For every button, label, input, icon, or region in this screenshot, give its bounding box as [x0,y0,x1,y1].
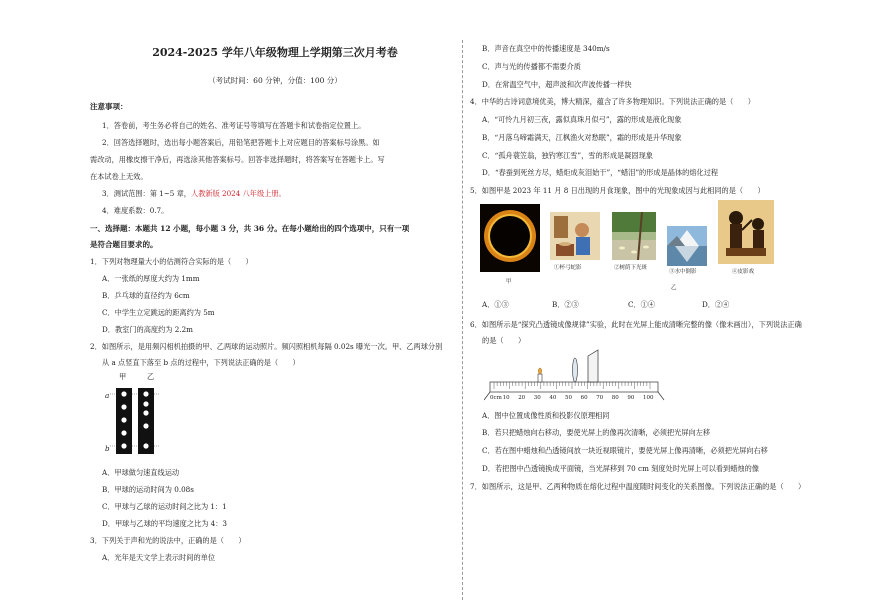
ruler-tick-label: 30 [533,395,541,401]
q5-caption-4: ④皮影戏 [732,269,755,275]
q2-option-d: D．甲球与乙球的平均速度之比为 4：3 [102,519,228,528]
ruler-tick-label: 70 [596,395,604,401]
reflection-image [667,226,707,266]
note-3-text: 3．测试范围：第 1~5 章， [102,189,191,198]
ruler-tick-label: 0cm [490,395,502,401]
section-1-heading-a: 一、选择题：本题共 12 小题，每小题 3 分，共 36 分。在每小题给出的四个选项中，只有一项 [90,224,410,233]
tree-shade-image [612,212,656,260]
note-1: 1．答卷前，考生务必将自己的姓名、准考证号等填写在答题卡和试卷指定位置上。 [102,121,366,130]
ruler-tick-label: 40 [549,395,557,401]
column-divider [462,40,463,600]
q2-label-b: b [105,444,110,453]
q2-label-jia: 甲 [119,372,127,381]
q2-option-c: C．甲球与乙球的运动时间之比为 1：1 [102,502,227,511]
exam-title: 2024-2025 学年八年级物理上学期第三次月考卷 [152,46,398,59]
q5-option-c: C．①④ [628,300,656,309]
q6-option-a: A．图中位置成像性质和投影仪原理相同 [482,411,610,420]
q1-option-b: B．乒乓球的直径约为 6cm [102,291,190,300]
ruler-tick-label: 10 [502,395,510,401]
q5-caption-1: ①杯弓蛇影 [554,265,582,271]
q3-option-d: D．在常温空气中，超声波和次声波传播一样快 [482,80,632,89]
q5-option-a: A．①③ [482,300,509,309]
note-4: 4．难度系数：0.7。 [102,206,169,215]
q5-caption-2: ②树荫下光斑 [614,265,648,271]
q5-label-yi: 乙 [671,285,677,291]
exam-subtitle: （考试时间：60 分钟，分值：100 分） [208,76,342,85]
eclipse-image [480,204,540,272]
q7-stem: 7．如图所示，这是甲、乙两种物质在熔化过程中温度随时间变化的关系图像。下列说法正确的是（ ） [470,482,806,491]
q2-stem-1: 2．如图所示，是用频闪相机拍摄的甲、乙两球的运动照片。频闪照相机每隔 0.02s 曝光一次。甲、乙两球分别 [90,342,443,351]
q2-option-b: B．甲球的运动时间为 0.08s [102,485,194,494]
q5-stem: 5．如图甲是 2023 年 11 月 8 日出现的月食现象，图中的光现象成因与此相同的是（ ） [470,186,765,195]
q6-option-c: C．若在图中蜡烛和凸透镜间放一块近视眼镜片，要使光屏上像再清晰，必须把光屏向右移 [482,446,768,455]
q6-stem-1: 6．如图所示是“探究凸透镜成像规律”实验，此时在光屏上能成清晰完整的像（像未画出），下列说法正确 [470,320,802,329]
q4-option-b: B．“月落乌啼霜满天，江枫渔火对愁眠”，霜的形成是升华现象 [482,133,682,142]
ruler-tick-label: 80 [611,395,619,401]
q3-stem: 3．下列关于声和光的说法中，正确的是（ ） [90,536,246,545]
ruler-tick-label: 60 [580,395,588,401]
q6-option-b: B．若只把蜡烛向右移动，要使光屏上的像再次清晰，必须把光屏向左移 [482,428,711,437]
section-1-heading-b: 是符合题目要求的。 [90,240,158,249]
q5-option-b: B．②③ [552,300,579,309]
optical-bench-diagram [484,346,666,404]
note-3-scope: 人教新版 2024 八年级上册。 [191,189,286,198]
q6-option-d: D．若把图中凸透镜换成平面镜，当光屏移到 70 cm 刻度处时光屏上可以看到蜡烛的像 [482,464,759,473]
ruler-tick-label: 100 [643,395,654,401]
q3-option-c: C．声与光的传播都不需要介质 [482,62,581,71]
cup-snake-image [550,212,600,260]
q1-option-d: D．教室门的高度约为 2.2m [102,325,193,334]
q2-label-a: a [105,391,110,400]
q5-option-d: D．②④ [702,300,730,309]
q5-label-jia: 甲 [506,279,512,285]
q2-ball-photo [110,384,160,456]
q3-option-b: B．声音在真空中的传播速度是 340m/s [482,44,610,53]
q1-option-a: A．一张纸的厚度大约为 1mm [102,274,200,283]
note-2c: 在本试卷上无效。 [90,172,148,181]
ruler-tick-label: 50 [565,395,572,401]
shadow-puppet-image [718,200,774,264]
q2-stem-2: 从 a 点竖直下落至 b 点的过程中，下列说法正确的是（ ） [102,358,300,367]
ruler-tick-label: 90 [627,395,635,401]
note-3 [102,189,286,198]
note-2b: 需改动，用橡皮擦干净后，再选涂其他答案标号。回答非选择题时，将答案写在答题卡上。写 [90,155,385,164]
notes-heading: 注意事项： [90,102,128,111]
ruler-tick-label: 20 [518,395,526,401]
q2-option-a: A．甲球做匀速直线运动 [102,468,180,477]
q5-caption-3: ③水中倒影 [669,269,697,275]
q4-option-a: A．“可怜九月初三夜，露似真珠月似弓”，露的形成是液化现象 [482,115,682,124]
q4-option-d: D．“春蚕到死丝方尽，蜡炬成灰泪始干”，“蜡泪”的形成是晶体的熔化过程 [482,168,719,177]
note-2a: 2．回答选择题时，选出每小题答案后，用铅笔把答题卡上对应题目的答案标号涂黑。如 [102,138,380,147]
q1-stem: 1．下列对物理量大小的估测符合实际的是（ ） [90,257,253,266]
q3-option-a: A．光年是天文学上表示时间的单位 [102,553,216,562]
q1-option-c: C．中学生立定跳远的距离约为 5m [102,308,215,317]
q4-option-c: C．“孤舟蓑笠翁，独钓寒江雪”，雪的形成是凝固现象 [482,151,653,160]
q6-stem-2: 的是（ ） [482,336,526,345]
q2-label-yi: 乙 [147,372,155,381]
q4-stem: 4．中华的古诗词意境优美，博大精深，蕴含了许多物理知识。下列说法正确的是（ ） [470,97,755,106]
